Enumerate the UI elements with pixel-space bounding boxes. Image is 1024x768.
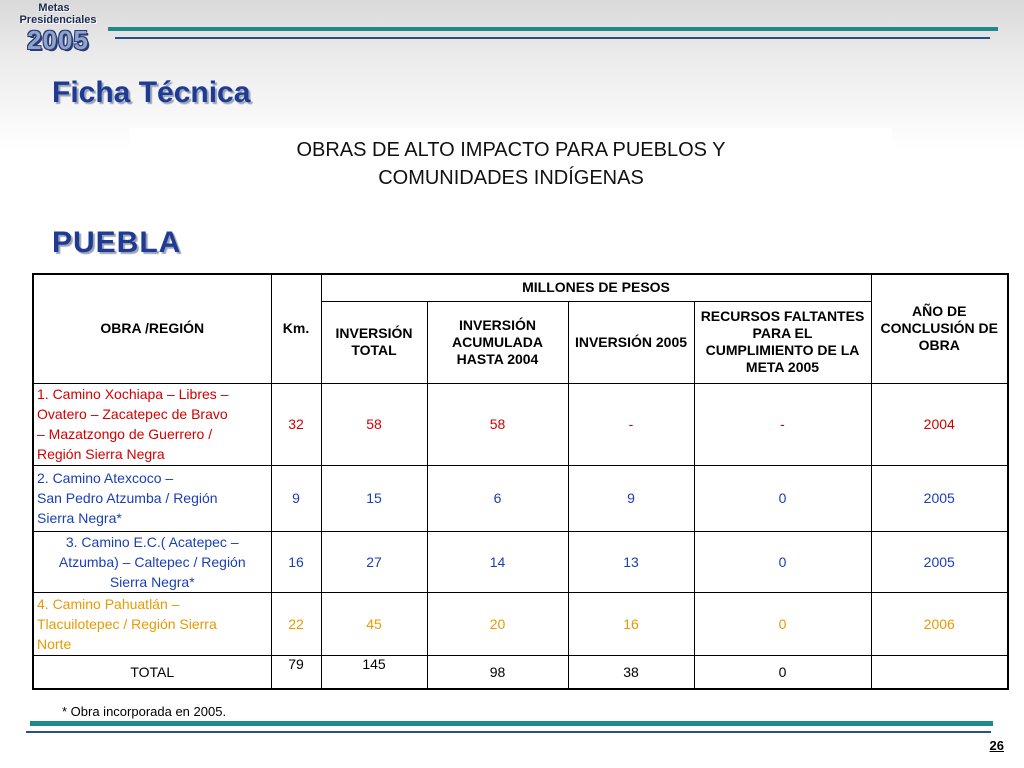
inversion-acumulada-cell: 20 xyxy=(427,592,568,655)
total-label: TOTAL xyxy=(33,655,271,689)
header-recursos-faltantes: RECURSOS FALTANTES PARA EL CUMPLIMIENTO DE LA META 2005 xyxy=(694,301,871,383)
anio-conclusion-cell: 2005 xyxy=(871,465,1008,531)
page-number: 26 xyxy=(989,738,1004,753)
state-heading: PUEBLA xyxy=(52,226,182,259)
table-row xyxy=(33,465,1008,531)
page-title: Ficha Técnica xyxy=(52,76,251,109)
km-cell: 32 xyxy=(271,383,321,465)
inversion-acumulada-cell: 14 xyxy=(427,531,568,592)
subtitle-line-1: OBRAS DE ALTO IMPACTO PARA PUEBLOS Y xyxy=(296,139,726,161)
anio-conclusion-cell: 2005 xyxy=(871,531,1008,592)
inversion-total-cell: 15 xyxy=(321,465,427,531)
page-subtitle xyxy=(130,128,892,198)
header-inversion-2005: INVERSIÓN 2005 xyxy=(568,301,694,383)
inversion-2005-cell: 13 xyxy=(568,531,694,592)
inversion-2005-cell: - xyxy=(568,383,694,465)
obra-cell xyxy=(33,592,271,655)
inversion-acumulada-cell: 6 xyxy=(427,465,568,531)
header-inversion-acumulada: INVERSIÓN ACUMULADA HASTA 2004 xyxy=(427,301,568,383)
obra-line: Sierra Negra* xyxy=(109,573,195,590)
total-recursos-faltantes: 0 xyxy=(694,655,871,689)
obra-cell xyxy=(33,383,271,465)
km-cell: 16 xyxy=(271,531,321,592)
obra-line: 2. Camino Atexcoco – xyxy=(37,470,174,486)
km-cell: 22 xyxy=(271,592,321,655)
header-km: Km. xyxy=(271,274,321,383)
inversion-total-cell: 27 xyxy=(321,531,427,592)
table-row xyxy=(33,531,1008,592)
inversion-2005-cell: 9 xyxy=(568,465,694,531)
recursos-faltantes-cell: 0 xyxy=(694,531,871,592)
header-inversion-total: INVERSIÓN TOTAL xyxy=(321,301,427,383)
obra-line: Región Sierra Negra xyxy=(37,446,165,462)
logo-year: 2005 xyxy=(27,25,89,55)
header-anio-conclusion: AÑO DE CONCLUSIÓN DE OBRA xyxy=(871,274,1008,383)
total-inversion-total: 145 xyxy=(321,655,427,689)
total-empty-cell xyxy=(871,655,1008,689)
header-rule-teal xyxy=(108,27,998,31)
obra-line: 4. Camino Pahuatlán – xyxy=(37,595,180,612)
inversion-2005-cell: 16 xyxy=(568,592,694,655)
total-km: 79 xyxy=(271,655,321,689)
footer-rule-blue xyxy=(26,731,991,733)
obra-line: Atzumba) – Caltepec / Región xyxy=(58,553,246,570)
obra-cell xyxy=(33,465,271,531)
obra-line: Ovatero – Zacatepec de Bravo xyxy=(37,406,228,422)
km-cell: 9 xyxy=(271,465,321,531)
recursos-faltantes-cell: 0 xyxy=(694,592,871,655)
ficha-tecnica-table xyxy=(32,273,1009,690)
subtitle-line-2: COMUNIDADES INDÍGENAS xyxy=(378,167,644,189)
header-rule-blue xyxy=(115,37,990,39)
obra-line: Sierra Negra* xyxy=(37,510,122,526)
obra-line: Norte xyxy=(37,635,72,652)
inversion-total-cell: 45 xyxy=(321,592,427,655)
obra-line: 1. Camino Xochiapa – Libres – xyxy=(37,386,229,402)
total-row xyxy=(33,655,1008,689)
logo-line-1: Metas xyxy=(38,2,70,14)
anio-conclusion-cell: 2006 xyxy=(871,592,1008,655)
header-millones-de-pesos: MILLONES DE PESOS xyxy=(321,274,871,301)
table-row xyxy=(33,383,1008,465)
obra-cell xyxy=(33,531,271,592)
anio-conclusion-cell: 2004 xyxy=(871,383,1008,465)
inversion-total-cell: 58 xyxy=(321,383,427,465)
footer-rule-teal xyxy=(30,721,993,726)
header-obra-region: OBRA /REGIÓN xyxy=(33,274,271,383)
table-row xyxy=(33,592,1008,655)
metas-presidenciales-logo xyxy=(8,2,108,64)
footnote: * Obra incorporada en 2005. xyxy=(62,704,227,719)
recursos-faltantes-cell: - xyxy=(694,383,871,465)
obra-line: – Mazatzongo de Guerrero / xyxy=(37,426,213,442)
recursos-faltantes-cell: 0 xyxy=(694,465,871,531)
inversion-acumulada-cell: 58 xyxy=(427,383,568,465)
obra-line: San Pedro Atzumba / Región xyxy=(37,490,218,506)
obra-line: Tlacuilotepec / Región Sierra xyxy=(37,615,217,632)
total-inversion-2005: 38 xyxy=(568,655,694,689)
logo-line-2: Presidenciales xyxy=(19,14,97,26)
obra-line: 3. Camino E.C.( Acatepec – xyxy=(65,533,239,550)
total-inversion-acumulada: 98 xyxy=(427,655,568,689)
